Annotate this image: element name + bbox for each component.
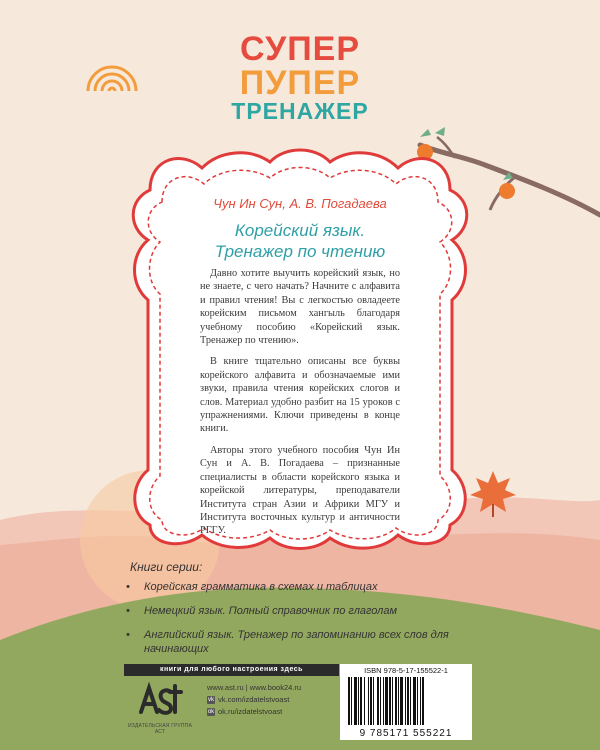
book-title (0, 220, 600, 262)
barcode-bar (417, 677, 418, 725)
book-title-line2: Тренажер по чтению (214, 242, 386, 261)
book-description (200, 267, 400, 546)
description-paragraph: Давно хотите выучить корейский язык, но не знаете, с чего начать? Начните с алфавита и правил чтения! Вы с легкостью овладеете корейским письмом хангыль благодаря учебному пособию «Корейский язык. Тренажер по чтению». (200, 268, 400, 347)
barcode-bar (364, 677, 365, 725)
ok-link-label: ok.ru/izdatelstvoast (218, 707, 283, 716)
barcode-bar (422, 677, 424, 725)
list-item (124, 604, 484, 618)
vk-link-label: vk.com/izdatelstvoast (218, 695, 290, 704)
book-authors: Чун Ин Сун, А. В. Погадаева (213, 196, 387, 211)
barcode-bar (400, 677, 403, 725)
barcode-bar (368, 677, 369, 725)
series-books-list (124, 580, 484, 666)
barcode-bar (354, 677, 357, 725)
barcode-bar (407, 677, 409, 725)
barcode-bar (405, 677, 406, 725)
barcode-bar (395, 677, 397, 725)
barcode-bar (413, 677, 416, 725)
tagline-banner: книги для любого настроения здесь (124, 664, 339, 676)
barcode-bar (385, 677, 388, 725)
bullet-icon: • (126, 629, 130, 641)
publisher-logo (124, 682, 196, 735)
barcode-bar (389, 677, 391, 725)
barcode-number: 9 785171 555221 (359, 728, 453, 739)
vk-icon: vk (208, 697, 214, 703)
list-item-label: Немецкий язык. Полный справочник по глаголам (144, 605, 398, 617)
barcode-bar (383, 677, 384, 725)
barcode-bar (410, 677, 411, 725)
barcode-bar (398, 677, 399, 725)
series-title-line1: СУПЕР (239, 30, 361, 68)
barcode-bar (380, 677, 381, 725)
barcode-bar (360, 677, 362, 725)
ok-link[interactable] (207, 706, 301, 718)
isbn-barcode-box (340, 664, 472, 740)
publisher-name: ИЗДАТЕЛЬСКАЯ ГРУППА АСТ (127, 723, 193, 735)
barcode-bar (358, 677, 359, 725)
website-links[interactable]: www.ast.ru | www.book24.ru (207, 683, 302, 692)
description-paragraph: Авторы этого учебного пособия Чун Ин Сун и А. В. Погадаева – признанные специалисты в области корейского языка и корейской литературы, преподаватели Института стран Азии и Африки МГУ и Института восточных культур и античности РГГУ. (200, 444, 400, 537)
barcode-bar (392, 677, 393, 725)
description-paragraph: В книге тщательно описаны все буквы корейского алфавита и обозначаемые ими звуки, правила чтения корейских слогов и слов. Материал удобно разбит на 15 уроков с упражнениями. Ключи приведены в конце книги. (200, 356, 400, 435)
barcode-bar (373, 677, 374, 725)
barcode-bar (377, 677, 379, 725)
barcode (346, 677, 466, 727)
list-item (124, 628, 484, 656)
isbn-text: ISBN 978-5-17-155522-1 (364, 666, 448, 675)
barcode-bar (420, 677, 421, 725)
footer-links (207, 682, 301, 718)
bullet-icon: • (126, 605, 130, 617)
barcode-bar (351, 677, 352, 725)
series-books-heading: Книги серии: (130, 560, 203, 574)
book-title-line1: Корейский язык. (234, 221, 366, 240)
ok-icon: ok (207, 709, 215, 715)
list-item (124, 580, 484, 594)
barcode-bar (370, 677, 372, 725)
list-item-label: Английский язык. Тренажер по запоминанию всех слов для начинающих (144, 629, 449, 655)
barcode-bar (348, 677, 350, 725)
bullet-icon: • (126, 581, 130, 593)
series-title-line2: ПУПЕР (239, 64, 361, 102)
vk-link[interactable] (207, 694, 301, 706)
list-item-label: Корейская грамматика в схемах и таблицах (144, 581, 378, 593)
ast-logo-icon (137, 682, 183, 716)
series-title-line3: ТРЕНАЖЕР (231, 98, 369, 124)
